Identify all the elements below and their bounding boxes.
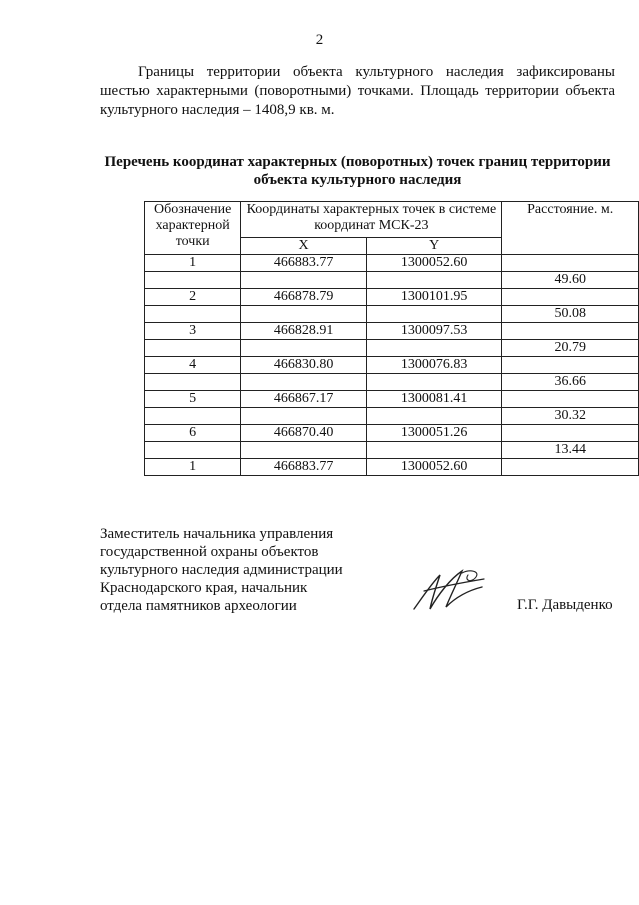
header-distance: Расстояние. м. [502, 202, 639, 255]
table-row [145, 459, 639, 476]
y-cell [366, 442, 501, 459]
y-cell [366, 306, 501, 323]
coordinates-table [144, 201, 639, 476]
table-row [145, 289, 639, 306]
x-cell [241, 408, 367, 425]
point-cell [145, 340, 241, 357]
distance-cell [502, 255, 639, 272]
signer-name: Г.Г. Давыденко [517, 597, 613, 613]
point-cell: 6 [145, 425, 241, 442]
point-cell: 1 [145, 255, 241, 272]
point-cell: 5 [145, 391, 241, 408]
y-cell [366, 272, 501, 289]
header-y: Y [366, 237, 501, 254]
point-cell: 2 [145, 289, 241, 306]
x-cell: 466883.77 [241, 255, 367, 272]
x-cell: 466828.91 [241, 323, 367, 340]
point-cell [145, 408, 241, 425]
x-cell: 466878.79 [241, 289, 367, 306]
x-cell [241, 442, 367, 459]
y-cell [366, 374, 501, 391]
x-cell: 466830.80 [241, 357, 367, 374]
distance-cell: 36.66 [502, 374, 639, 391]
x-cell [241, 340, 367, 357]
x-cell: 466870.40 [241, 425, 367, 442]
y-cell [366, 340, 501, 357]
distance-cell: 49.60 [502, 272, 639, 289]
signature-position-line: Заместитель начальника управления [100, 526, 334, 542]
distance-cell [502, 289, 639, 306]
point-cell [145, 306, 241, 323]
point-cell: 4 [145, 357, 241, 374]
signature-position [100, 525, 400, 615]
distance-cell: 30.32 [502, 408, 639, 425]
x-cell: 466867.17 [241, 391, 367, 408]
point-cell: 1 [145, 459, 241, 476]
table-row [145, 391, 639, 408]
table-row [145, 255, 639, 272]
x-cell [241, 306, 367, 323]
y-cell: 1300052.60 [366, 255, 501, 272]
x-cell [241, 374, 367, 391]
intro-paragraph [100, 63, 615, 120]
table-row [145, 357, 639, 374]
header-coordinates: Координаты характерных точек в системе координат МСК-23 [241, 202, 502, 238]
distance-cell [502, 459, 639, 476]
point-cell: 3 [145, 323, 241, 340]
table-row [145, 272, 639, 289]
y-cell [366, 408, 501, 425]
intro-text: Границы территории объекта культурного наследия зафиксированы шестью характерными (поворотными) точками. Площадь территории объекта культурного наследия – 1408,9 кв. м. [100, 64, 615, 118]
x-cell [241, 272, 367, 289]
table-row [145, 408, 639, 425]
table-row [145, 340, 639, 357]
handwritten-signature [410, 565, 490, 615]
table-row [145, 306, 639, 323]
distance-cell [502, 323, 639, 340]
table-row [145, 425, 639, 442]
table-row [145, 323, 639, 340]
y-cell: 1300097.53 [366, 323, 501, 340]
table-body [145, 255, 639, 476]
table-title: Перечень координат характерных (поворотных) точек границ территории объекта культурного наследия [104, 154, 611, 188]
signature-position-line: культурного наследия администрации [100, 562, 343, 578]
y-cell: 1300052.60 [366, 459, 501, 476]
signature-position-line: государственной охраны объектов [100, 544, 319, 560]
distance-cell: 13.44 [502, 442, 639, 459]
point-cell [145, 442, 241, 459]
y-cell: 1300101.95 [366, 289, 501, 306]
distance-cell [502, 425, 639, 442]
header-x: X [241, 237, 367, 254]
y-cell: 1300051.26 [366, 425, 501, 442]
signature-position-line: отдела памятников археологии [100, 598, 297, 614]
table-row [145, 374, 639, 391]
y-cell: 1300076.83 [366, 357, 501, 374]
distance-cell: 20.79 [502, 340, 639, 357]
y-cell: 1300081.41 [366, 391, 501, 408]
point-cell [145, 374, 241, 391]
header-point: Обозначение характерной точки [145, 202, 241, 255]
x-cell: 466883.77 [241, 459, 367, 476]
page-number: 2 [315, 32, 324, 48]
distance-cell: 50.08 [502, 306, 639, 323]
distance-cell [502, 391, 639, 408]
point-cell [145, 272, 241, 289]
table-row [145, 442, 639, 459]
distance-cell [502, 357, 639, 374]
signature-position-line: Краснодарского края, начальник [100, 580, 308, 596]
